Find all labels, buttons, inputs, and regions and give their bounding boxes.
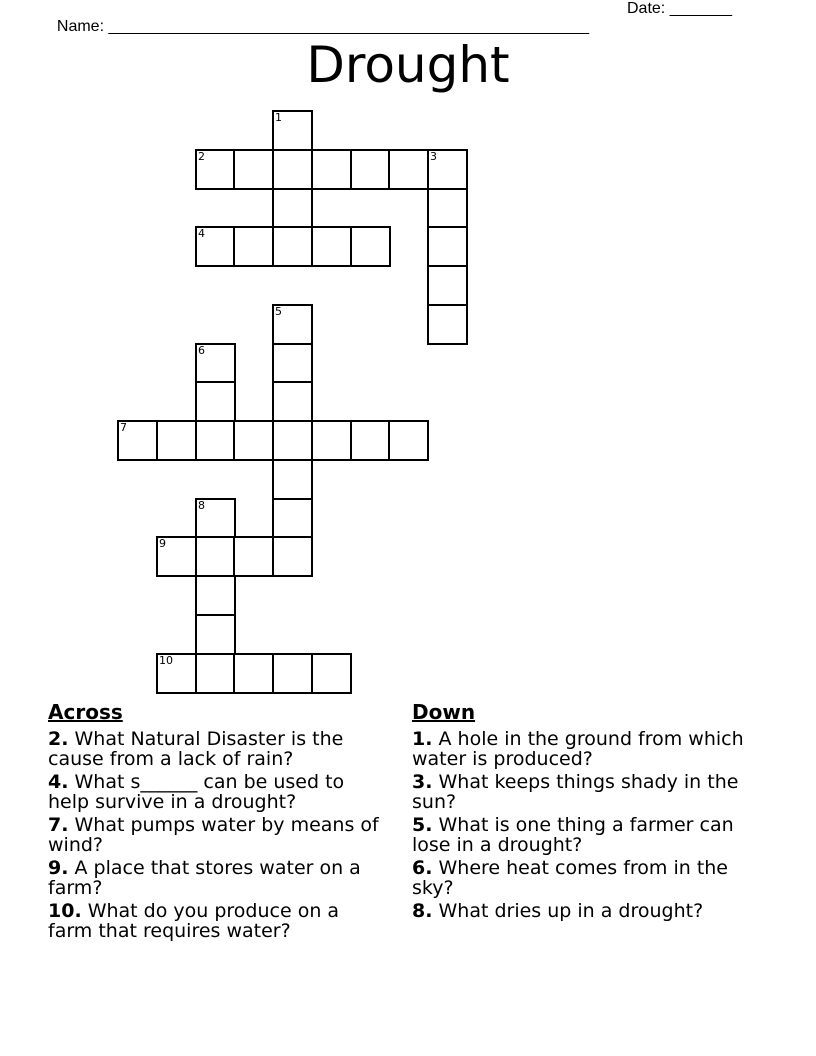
grid-cell[interactable]	[311, 420, 352, 461]
grid-cell[interactable]	[195, 226, 236, 267]
clue-text: What do you produce on a farm that requires water?	[48, 900, 340, 942]
clue-item	[48, 901, 388, 941]
clue-item	[48, 815, 388, 855]
grid-cell[interactable]	[195, 149, 236, 190]
grid-cell[interactable]	[272, 420, 313, 461]
clue-number: 8	[198, 499, 205, 512]
clue-number: 4	[198, 227, 205, 240]
grid-cell[interactable]	[272, 536, 313, 577]
across-list	[48, 729, 388, 941]
clue-item	[48, 858, 388, 898]
clue-number: 2.	[48, 728, 69, 750]
clue-item	[412, 815, 752, 855]
grid-cell[interactable]	[388, 420, 429, 461]
clue-number: 5	[275, 305, 282, 318]
down-heading: Down	[412, 700, 476, 724]
clue-text: What keeps things shady in the sun?	[412, 771, 739, 813]
clue-number: 9	[159, 537, 166, 550]
grid-cell[interactable]	[195, 381, 236, 422]
clue-number: 7.	[48, 814, 69, 836]
grid-cell[interactable]	[350, 149, 391, 190]
grid-cell[interactable]	[350, 226, 391, 267]
grid-cell[interactable]	[272, 498, 313, 539]
grid-cell[interactable]	[388, 149, 429, 190]
grid-cell[interactable]	[233, 226, 274, 267]
grid-cell[interactable]	[233, 149, 274, 190]
clue-item	[48, 772, 388, 812]
grid-cell[interactable]	[272, 188, 313, 229]
clue-number: 2	[198, 150, 205, 163]
clue-number: 4.	[48, 771, 69, 793]
grid-cell[interactable]	[272, 226, 313, 267]
grid-cell[interactable]	[272, 110, 313, 151]
clue-number: 6	[198, 344, 205, 357]
clue-number: 10.	[48, 900, 82, 922]
grid-cell[interactable]	[427, 226, 468, 267]
clue-item	[412, 729, 752, 769]
clue-text: What Natural Disaster is the cause from a lack of rain?	[48, 728, 344, 770]
clue-number: 7	[120, 421, 127, 434]
grid-cell[interactable]	[195, 420, 236, 461]
grid-cell[interactable]	[272, 381, 313, 422]
clue-number: 10	[159, 654, 173, 667]
clue-text: What is one thing a farmer can lose in a drought?	[412, 814, 734, 856]
grid-cell[interactable]	[427, 188, 468, 229]
grid-cell[interactable]	[272, 304, 313, 345]
across-heading: Across	[48, 700, 123, 724]
grid-cell[interactable]	[117, 420, 158, 461]
grid-cell[interactable]	[272, 653, 313, 694]
grid-cell[interactable]	[427, 265, 468, 306]
grid-cell[interactable]	[195, 614, 236, 655]
grid-cell[interactable]	[427, 304, 468, 345]
grid-cell[interactable]	[195, 653, 236, 694]
clue-text: A place that stores water on a farm?	[48, 857, 361, 899]
grid-cell[interactable]	[195, 498, 236, 539]
grid-cell[interactable]	[350, 420, 391, 461]
grid-cell[interactable]	[156, 653, 197, 694]
grid-cell[interactable]	[233, 536, 274, 577]
grid-cell[interactable]	[195, 536, 236, 577]
clue-number: 3	[430, 150, 437, 163]
clue-number: 8.	[412, 900, 433, 922]
grid-cell[interactable]	[427, 149, 468, 190]
grid-cell[interactable]	[156, 536, 197, 577]
clue-text: What pumps water by means of wind?	[48, 814, 379, 856]
grid-cell[interactable]	[311, 226, 352, 267]
clue-text: A hole in the ground from which water is produced?	[412, 728, 744, 770]
clue-item	[412, 858, 752, 898]
grid-cell[interactable]	[272, 149, 313, 190]
clue-number: 3.	[412, 771, 433, 793]
grid-cell[interactable]	[272, 343, 313, 384]
clue-number: 1.	[412, 728, 433, 750]
clue-item	[412, 772, 752, 812]
clue-number: 6.	[412, 857, 433, 879]
date-field-label: Date: _______	[627, 0, 732, 17]
name-field-label: Name: ______________________________________________________	[56, 18, 589, 35]
grid-cell[interactable]	[195, 575, 236, 616]
clue-number: 9.	[48, 857, 69, 879]
grid-cell[interactable]	[233, 420, 274, 461]
clue-number: 5.	[412, 814, 433, 836]
grid-cell[interactable]	[156, 420, 197, 461]
clue-number: 1	[275, 111, 282, 124]
clue-text: What dries up in a drought?	[432, 900, 704, 922]
clue-text: Where heat comes from in the sky?	[412, 857, 729, 899]
grid-cell[interactable]	[233, 653, 274, 694]
down-list	[412, 729, 752, 921]
grid-cell[interactable]	[311, 653, 352, 694]
grid-cell[interactable]	[195, 343, 236, 384]
across-clues	[48, 700, 388, 944]
clue-text: What s______ can be used to help survive in a drought?	[48, 771, 345, 813]
clue-item	[48, 729, 388, 769]
puzzle-title: Drought	[306, 36, 510, 94]
down-clues	[412, 700, 752, 924]
grid-cell[interactable]	[311, 149, 352, 190]
grid-cell[interactable]	[272, 459, 313, 500]
clue-item	[412, 901, 752, 921]
